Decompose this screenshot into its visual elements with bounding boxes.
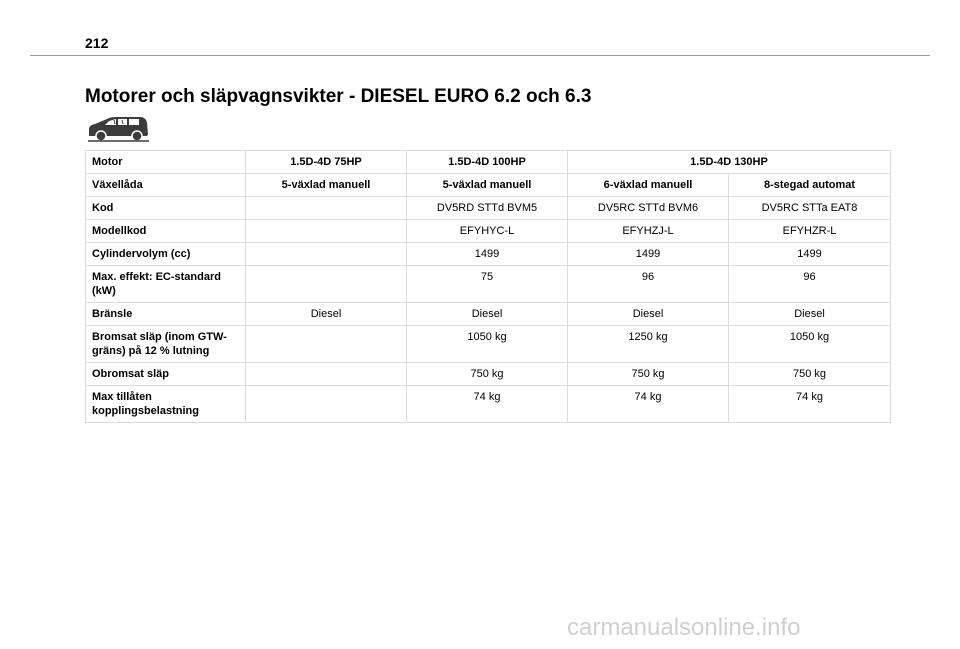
table-row <box>86 326 891 363</box>
table-cell: 5-växlad manuell <box>246 174 407 197</box>
table-cell: DV5RC STTa EAT8 <box>729 197 891 220</box>
table-cell: EFYHZJ-L <box>568 220 729 243</box>
table-cell: DV5RD STTd BVM5 <box>407 197 568 220</box>
row-label: Motor <box>86 151 246 174</box>
engine-75hp-header: 1.5D-4D 75HP <box>246 151 407 174</box>
table-cell <box>246 386 407 423</box>
engine-specs-table <box>85 150 891 423</box>
row-label: Obromsat släp <box>86 363 246 386</box>
engine-130hp-header: 1.5D-4D 130HP <box>568 151 891 174</box>
table-cell: 750 kg <box>407 363 568 386</box>
table-cell: 1499 <box>729 243 891 266</box>
row-label: Max tillåten kopplingsbelastning <box>86 386 246 423</box>
table-cell: EFYHYC-L <box>407 220 568 243</box>
header-divider <box>30 55 930 56</box>
table-cell <box>246 363 407 386</box>
watermark: carmanualsonline.info <box>567 614 801 641</box>
table-cell: 74 kg <box>407 386 568 423</box>
row-label: Bromsat släp (inom GTW-gräns) på 12 % lutning <box>86 326 246 363</box>
table-cell: Diesel <box>729 303 891 326</box>
table-cell: 96 <box>568 266 729 303</box>
row-label: Växellåda <box>86 174 246 197</box>
table-cell: Diesel <box>568 303 729 326</box>
table-cell <box>246 243 407 266</box>
van-icon <box>86 114 150 144</box>
table-cell: 75 <box>407 266 568 303</box>
table-cell <box>246 197 407 220</box>
table-cell: 6-växlad manuell <box>568 174 729 197</box>
engine-100hp-header: 1.5D-4D 100HP <box>407 151 568 174</box>
table-cell: 750 kg <box>729 363 891 386</box>
table-cell: EFYHZR-L <box>729 220 891 243</box>
page-title: Motorer och släpvagnsvikter - DIESEL EURO 6.2 och 6.3 <box>85 86 592 107</box>
table-row <box>86 243 891 266</box>
table-cell: 74 kg <box>729 386 891 423</box>
table-cell: 5-växlad manuell <box>407 174 568 197</box>
table-cell: Diesel <box>246 303 407 326</box>
table-cell <box>246 266 407 303</box>
table-cell: 96 <box>729 266 891 303</box>
table-row <box>86 363 891 386</box>
row-label: Bränsle <box>86 303 246 326</box>
table-header-row <box>86 151 891 174</box>
table-cell: 8-stegad automat <box>729 174 891 197</box>
table-row <box>86 220 891 243</box>
table-row <box>86 303 891 326</box>
table-cell: 750 kg <box>568 363 729 386</box>
row-label: Kod <box>86 197 246 220</box>
table-cell: DV5RC STTd BVM6 <box>568 197 729 220</box>
table-row <box>86 197 891 220</box>
row-label: Max. effekt: EC-standard (kW) <box>86 266 246 303</box>
gearbox-row <box>86 174 891 197</box>
page-number: 212 <box>85 35 109 51</box>
table-row <box>86 266 891 303</box>
row-label: Modellkod <box>86 220 246 243</box>
table-cell: 1499 <box>407 243 568 266</box>
table-cell: 1050 kg <box>407 326 568 363</box>
table-cell: 1250 kg <box>568 326 729 363</box>
table-cell: 74 kg <box>568 386 729 423</box>
table-cell <box>246 220 407 243</box>
table-row <box>86 386 891 423</box>
table-cell: 1050 kg <box>729 326 891 363</box>
table-cell: Diesel <box>407 303 568 326</box>
table-cell <box>246 326 407 363</box>
row-label: Cylindervolym (cc) <box>86 243 246 266</box>
table-cell: 1499 <box>568 243 729 266</box>
